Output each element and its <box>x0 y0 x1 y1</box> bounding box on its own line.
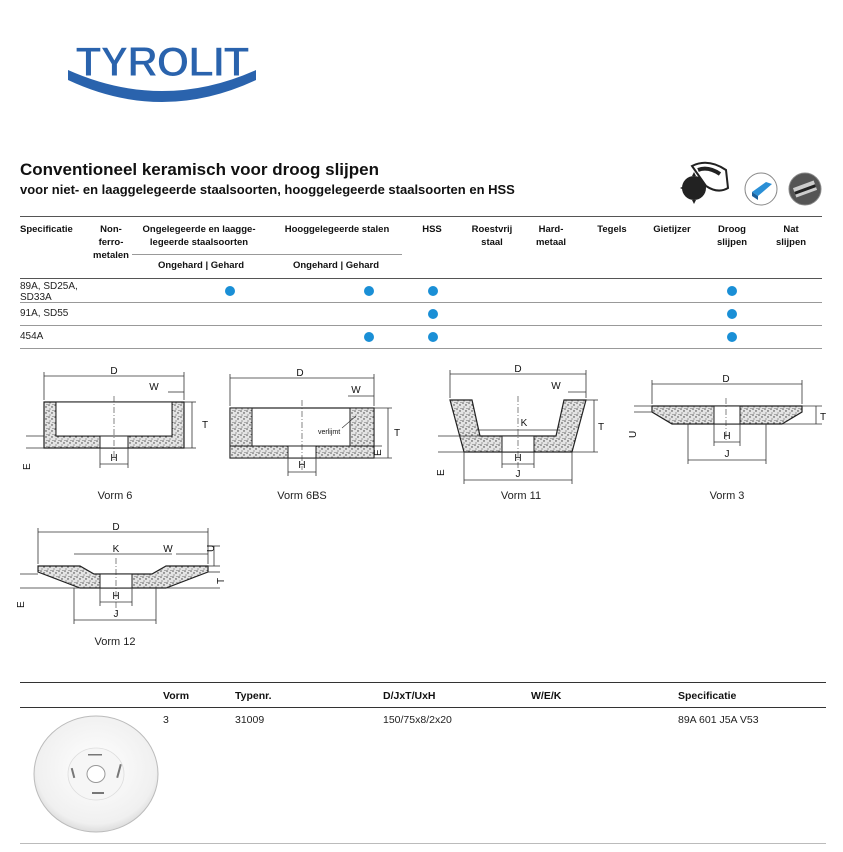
label-vorm12: Vorm 12 <box>94 636 136 648</box>
drawing-vorm3 <box>626 372 826 472</box>
page-subtitle: voor niet- en laaggelegeerde staalsoorten, hooggelegeerde staalsoorten en HSS <box>20 182 515 197</box>
svg-text:W: W <box>163 544 173 555</box>
grinding-machine-icon <box>678 156 738 206</box>
col-hooggelegeerd-sub: Ongehard | Gehard <box>292 260 380 271</box>
dot-hss-3 <box>428 332 438 342</box>
label-vorm6: Vorm 6 <box>97 490 133 502</box>
row-rule-3 <box>20 348 822 349</box>
svg-text:T: T <box>216 577 227 584</box>
svg-text:K: K <box>112 544 120 555</box>
svg-text:verlijmt: verlijmt <box>318 429 341 436</box>
row-label-1: 89A, SD25A, SD33A <box>20 281 78 303</box>
svg-text:H: H <box>112 591 120 602</box>
blue-profile-icon <box>744 172 778 206</box>
svg-text:D: D <box>112 522 120 533</box>
col-hooggelegeerd: Hooggelegeerde stalen <box>284 224 390 235</box>
prod-col-typenr: Typenr. <box>235 690 272 702</box>
svg-text:D: D <box>514 364 522 375</box>
dot-droog-2 <box>727 309 737 319</box>
dot-droog-1 <box>727 286 737 296</box>
dot-ongelegeerd-1 <box>225 286 235 296</box>
svg-text:J: J <box>724 449 730 460</box>
svg-text:T: T <box>394 428 401 439</box>
dot-hss-1 <box>428 286 438 296</box>
table-header-rule <box>20 278 822 279</box>
prod-col-spec: Specificatie <box>678 690 737 702</box>
row-rule-2 <box>20 325 822 326</box>
svg-text:J: J <box>515 469 521 480</box>
prod-cell-spec: 89A 601 J5A V53 <box>678 714 759 726</box>
svg-text:T: T <box>820 412 826 423</box>
svg-text:TYROLIT: TYROLIT <box>75 38 249 85</box>
prod-col-dims: D/JxT/UxH <box>383 690 436 702</box>
row-rule-1 <box>20 302 822 303</box>
product-table-top-rule <box>20 682 826 683</box>
grinding-wheel-icon <box>788 172 822 206</box>
label-vorm11: Vorm 11 <box>500 490 542 502</box>
col-ongelegeerd: Ongelegeerde en laagge- legeerde staalsoorten <box>142 224 256 248</box>
svg-text:W: W <box>149 382 159 393</box>
row-label-2: 91A, SD55 <box>20 308 69 319</box>
svg-text:J: J <box>113 609 119 620</box>
svg-text:E: E <box>436 469 447 476</box>
product-table-header-rule <box>20 707 826 708</box>
dot-droog-3 <box>727 332 737 342</box>
table-top-rule <box>20 216 822 217</box>
svg-text:T: T <box>598 422 605 433</box>
page-title: Conventioneel keramisch voor droog slijpen <box>20 160 379 179</box>
prod-col-vorm: Vorm <box>163 690 190 702</box>
row-label-3: 454A <box>20 331 44 342</box>
svg-text:U: U <box>628 430 639 438</box>
svg-text:E: E <box>16 601 27 608</box>
dot-hooggelegeerd-3 <box>364 332 374 342</box>
label-vorm3: Vorm 3 <box>709 490 745 502</box>
drawing-vorm11 <box>432 360 610 488</box>
drawing-vorm12 <box>16 522 230 632</box>
col-nonferro: Non- ferro- metalen <box>93 224 129 261</box>
svg-text:D: D <box>110 366 118 377</box>
product-wheel-image <box>32 714 160 834</box>
col-specificatie: Specificatie <box>20 224 73 235</box>
svg-text:W: W <box>351 385 361 396</box>
col-nat: Nat slijpen <box>775 224 807 248</box>
svg-text:H: H <box>298 460 306 471</box>
col-hss: HSS <box>422 224 442 235</box>
prod-cell-vorm: 3 <box>163 714 169 726</box>
col-ongelegeerd-sub: Ongehard | Gehard <box>157 260 245 271</box>
hooggelegeerd-subrule <box>270 254 402 255</box>
dot-hss-2 <box>428 309 438 319</box>
svg-text:U: U <box>206 544 217 552</box>
drawing-vorm6 <box>18 362 214 484</box>
ongelegeerd-subrule <box>132 254 270 255</box>
svg-text:W: W <box>551 381 561 392</box>
svg-text:H: H <box>514 453 522 464</box>
col-hardmetaal: Hard- metaal <box>535 224 567 248</box>
svg-text:H: H <box>723 431 731 442</box>
col-tegels: Tegels <box>597 224 627 235</box>
tyrolit-logo <box>64 30 260 102</box>
prod-cell-typenr: 31009 <box>235 714 265 726</box>
label-vorm6bs: Vorm 6BS <box>277 490 327 502</box>
svg-text:T: T <box>202 420 209 431</box>
prod-cell-dims: 150/75x8/2x20 <box>383 714 452 726</box>
prod-col-wek: W/E/K <box>531 690 562 702</box>
product-table-bottom-rule <box>20 843 826 844</box>
svg-text:K: K <box>520 418 528 429</box>
drawing-vorm6bs <box>222 362 418 484</box>
svg-text:E: E <box>22 463 33 470</box>
col-gietijzer: Gietijzer <box>653 224 691 235</box>
svg-text:D: D <box>722 374 730 385</box>
svg-text:D: D <box>296 368 304 379</box>
col-roestvrij: Roestvrij staal <box>471 224 513 248</box>
svg-text:H: H <box>110 453 118 464</box>
svg-text:E: E <box>373 449 384 456</box>
col-droog: Droog slijpen <box>716 224 748 248</box>
dot-hooggelegeerd-1 <box>364 286 374 296</box>
